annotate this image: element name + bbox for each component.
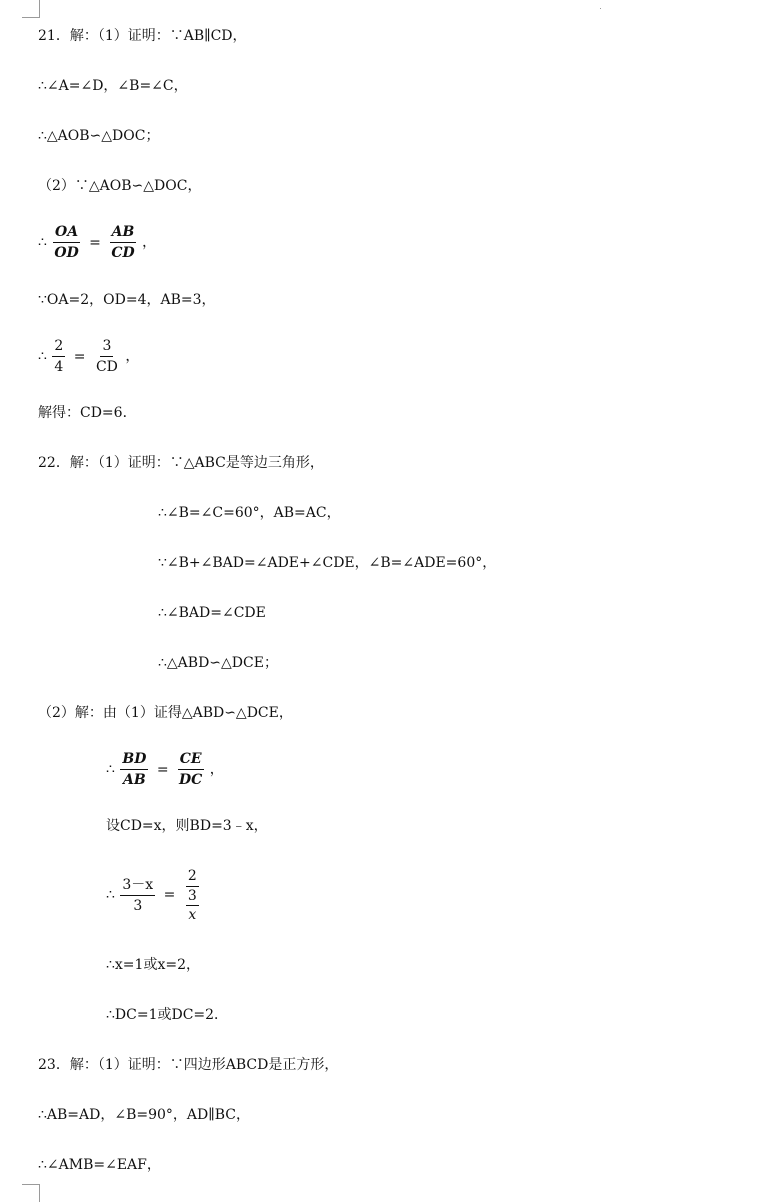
- fraction-equation: [106, 866, 202, 924]
- text-line: 解得：CD=6．: [38, 405, 137, 421]
- text-line: （2）解：由（1）证得△ABD∽△DCE，: [38, 705, 293, 721]
- punctuation: ，: [209, 761, 224, 778]
- stray-dot: [600, 8, 601, 9]
- text-line: ∴△ABD∽△DCE；: [158, 655, 278, 671]
- text-line: （2）∵△AOB∽△DOC，: [38, 178, 202, 194]
- inner-numerator: 3: [187, 888, 197, 904]
- numerator: AB: [110, 222, 137, 243]
- text-line: ∴△AOB∽△DOC；: [38, 128, 160, 144]
- denominator: CD: [95, 359, 118, 375]
- numerator: BD: [120, 749, 148, 770]
- inner-denominator: x: [188, 907, 197, 923]
- text-line: ∴∠B=∠C=60°，AB=AC，: [158, 505, 341, 521]
- text-line: 23．解：（1）证明：∵四边形ABCD是正方形，: [38, 1057, 339, 1073]
- denominator: 4: [54, 359, 64, 375]
- fraction-equation: [38, 336, 139, 377]
- crop-mark-top-left: [22, 0, 40, 18]
- fraction: [120, 875, 155, 916]
- text-line: ∴∠A=∠D，∠B=∠C，: [38, 78, 188, 94]
- therefore-symbol: ∴: [106, 887, 115, 903]
- text-line: 22．解：（1）证明：∵△ABC是等边三角形，: [38, 455, 324, 471]
- numerator: 3－x: [120, 875, 155, 896]
- text-line: 21．解：（1）证明：∵AB∥CD，: [38, 28, 247, 44]
- text-line: ∴∠BAD=∠CDE: [158, 605, 266, 621]
- fraction-equation: [38, 222, 156, 263]
- fraction: [52, 222, 80, 263]
- fraction: [52, 336, 65, 377]
- equals-sign: =: [156, 761, 169, 778]
- text-line: ∴AB=AD，∠B=90°，AD∥BC，: [38, 1107, 250, 1123]
- fraction: [109, 222, 136, 263]
- numerator: 3: [100, 336, 113, 357]
- equals-sign: =: [163, 887, 176, 903]
- text-line: ∵OA=2，OD=4，AB=3，: [38, 292, 216, 308]
- text-line: ∴x=1或x=2，: [106, 957, 200, 973]
- therefore-symbol: ∴: [38, 234, 47, 251]
- denominator-fraction: [184, 887, 201, 924]
- denominator: CD: [111, 245, 135, 261]
- fraction: [120, 749, 148, 790]
- text-line: ∴∠AMB=∠EAF，: [38, 1157, 161, 1173]
- therefore-symbol: ∴: [38, 348, 47, 365]
- numerator: CE: [178, 749, 204, 770]
- equals-sign: =: [89, 234, 101, 251]
- punctuation: ，: [142, 234, 157, 251]
- denominator: OD: [54, 245, 79, 261]
- text-line: ∵∠B+∠BAD=∠ADE+∠CDE，∠B=∠ADE=60°，: [158, 555, 497, 571]
- denominator: DC: [179, 772, 203, 788]
- numerator: 2: [52, 336, 65, 357]
- numerator: OA: [53, 222, 80, 243]
- text-line: 设CD=x，则BD=3﹣x，: [106, 818, 268, 834]
- denominator: 3: [133, 897, 143, 914]
- text-line: ∴DC=1或DC=2．: [106, 1007, 229, 1023]
- crop-mark-bottom-left: [22, 1184, 40, 1202]
- fraction: [94, 336, 120, 377]
- compound-fraction: [184, 866, 201, 924]
- fraction-equation: [106, 749, 224, 790]
- punctuation: ，: [125, 348, 140, 365]
- fraction: [177, 749, 204, 790]
- therefore-symbol: ∴: [106, 761, 115, 778]
- equals-sign: =: [73, 348, 86, 365]
- numerator: 2: [186, 866, 199, 887]
- denominator: AB: [123, 772, 146, 788]
